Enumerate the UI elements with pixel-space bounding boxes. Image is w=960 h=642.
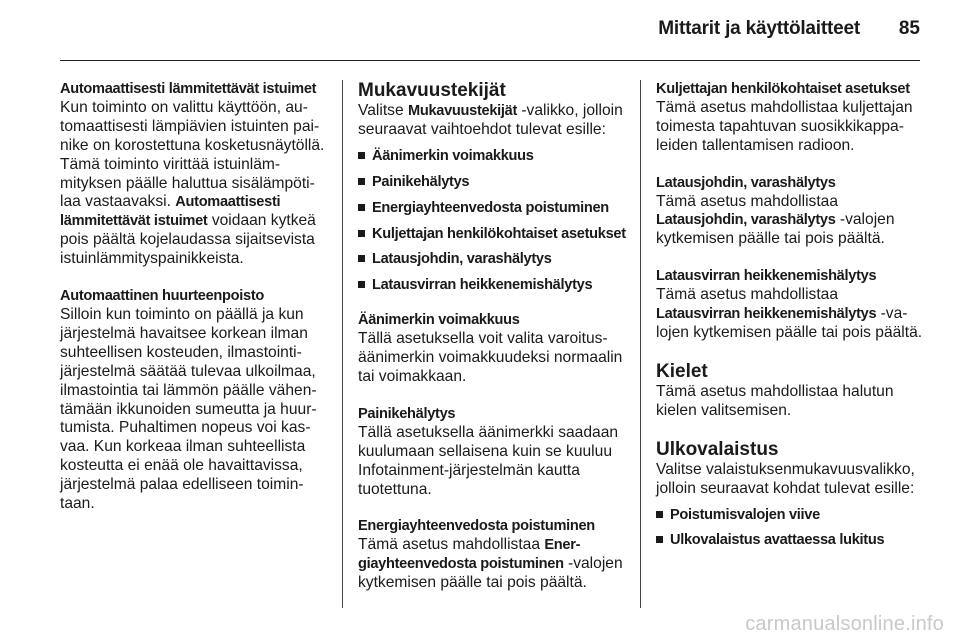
page-title: Mittarit ja käyttölaitteet: [658, 18, 860, 39]
list-item: Kuljettajan henkilökohtaiset asetukset: [358, 225, 628, 244]
list-item: Äänimerkin voimakkuus: [358, 147, 628, 166]
section-energy-summary: [358, 517, 628, 593]
section-personal-settings: [656, 80, 924, 156]
comfort-intro: Valitse Mukavuustekijät -valikko, jolloin seuraavat vaihtoehdot tulevat esille:: [358, 102, 623, 138]
list-item: Ulkovalaistus avattaessa lukitus: [656, 531, 924, 550]
section-text: Tämä asetus mahdollistaa Latausjohdin, varashälytys -valojen kytkemisen päälle tai pois päältä.: [656, 192, 895, 248]
section-heading: Automaattinen huurteenpoisto: [60, 288, 265, 305]
column-1: [60, 80, 328, 532]
section-charge-power-loss: [656, 267, 924, 343]
section-heading-comfort: Mukavuustekijät: [358, 80, 506, 101]
list-item: Latausvirran heikkenemishälytys: [358, 276, 628, 295]
section-text: Valitse valaistuksenmukavuusvalikko, jolloin seuraavat kohdat tulevat esille:: [656, 460, 915, 497]
column-divider: [342, 80, 343, 608]
section-charge-cord-alarm: [656, 174, 924, 250]
section-heading: Automaattisesti lämmitettävät istuimet: [60, 81, 317, 97]
section-heading: Latausjohdin, varashälytys: [656, 174, 836, 191]
section-heading: Äänimerkin voimakkuus: [358, 312, 520, 329]
section-text: Silloin kun toiminto on päällä ja kun järjestelmä havaitsee korkean ilman suhteellisen kosteuden, ilmastointijärjestelmä säätää tulevaa ulkoilmaa, ilmastointia tai lämmön päälle vähentämään ikkunoiden sumeutta ja huurtumista. Puhaltimen nopeus voi kasvaa. Kun korkeaa ilman suhteellista kosteutta ei enää ole havaittavissa, järjestelmä palaa edelliseen toimintaan.: [60, 305, 317, 513]
section-heading: Painikehälytys: [358, 405, 456, 422]
section-heading: Latausvirran heikkenemishälytys: [656, 268, 877, 285]
section-heading: Kielet: [656, 360, 708, 382]
section-heading: Kuljettajan henkilökohtaiset asetukset: [656, 81, 910, 97]
section-button-chime: [358, 405, 628, 500]
section-text: Tämä asetus mahdollistaa Latausvirran heikkenemishälytys -valojen kytkemisen päälle tai pois päältä.: [656, 286, 923, 341]
list-item: Poistumisvalojen viive: [656, 506, 924, 525]
watermark: carmanualsonline.info: [745, 613, 944, 635]
page-header: [60, 0, 920, 61]
section-heading: Energiayhteenvedosta poistuminen: [358, 518, 595, 535]
section-text: Tällä asetuksella äänimerkki saadaan kuulumaan sellaisena kuin se kuuluu Infotainment-järjestelmän kautta tuotettuna.: [358, 423, 619, 498]
list-item: Energiayhteenvedosta poistuminen: [358, 199, 628, 218]
section-exterior-lighting: [656, 439, 924, 551]
list-item: Painikehälytys: [358, 173, 628, 192]
column-divider: [640, 80, 641, 608]
page-number: 85: [898, 18, 920, 39]
section-text: Tämä asetus mahdollistaa halutun kielen valitsemisen.: [656, 382, 894, 419]
section-text: Tämä asetus mahdollistaa kuljettajan toimesta tapahtuvan suosikkikappaleiden tallentamisen radioon.: [656, 98, 913, 154]
section-auto-defog: [60, 287, 328, 514]
comfort-options-list: [358, 147, 628, 295]
section-text: Kun toiminto on valittu käyttöön, automaattisesti lämpiävien istuinten painike on korostettuna kosketusnäytöllä. Tämä toiminto virittää istuinlämmityksen päälle haluttua sisälämpötilaa vastaavaksi. Automaattisesti lämmitettävät istuimet voidaan kytkeä pois päältä kojelaudassa sijaitsevista istuinlämmityspainikkeista.: [60, 98, 325, 268]
section-heading: Ulkovalaistus: [656, 438, 779, 460]
list-item: Latausjohdin, varashälytys: [358, 250, 628, 269]
lighting-options-list: [656, 506, 924, 551]
column-3: [656, 80, 924, 566]
section-text: Tämä asetus mahdollistaa Energiayhteenvedosta poistuminen -valojen kytkemisen päälle tai pois päältä.: [358, 536, 623, 592]
section-languages: [656, 361, 924, 421]
section-text: Tällä asetuksella voit valita varoitusäänimerkin voimakkuudeksi normaalin tai voimakkaan.: [358, 330, 623, 385]
section-chime-volume: [358, 311, 628, 387]
column-2: [358, 80, 628, 611]
section-auto-heated-seats: [60, 80, 328, 269]
